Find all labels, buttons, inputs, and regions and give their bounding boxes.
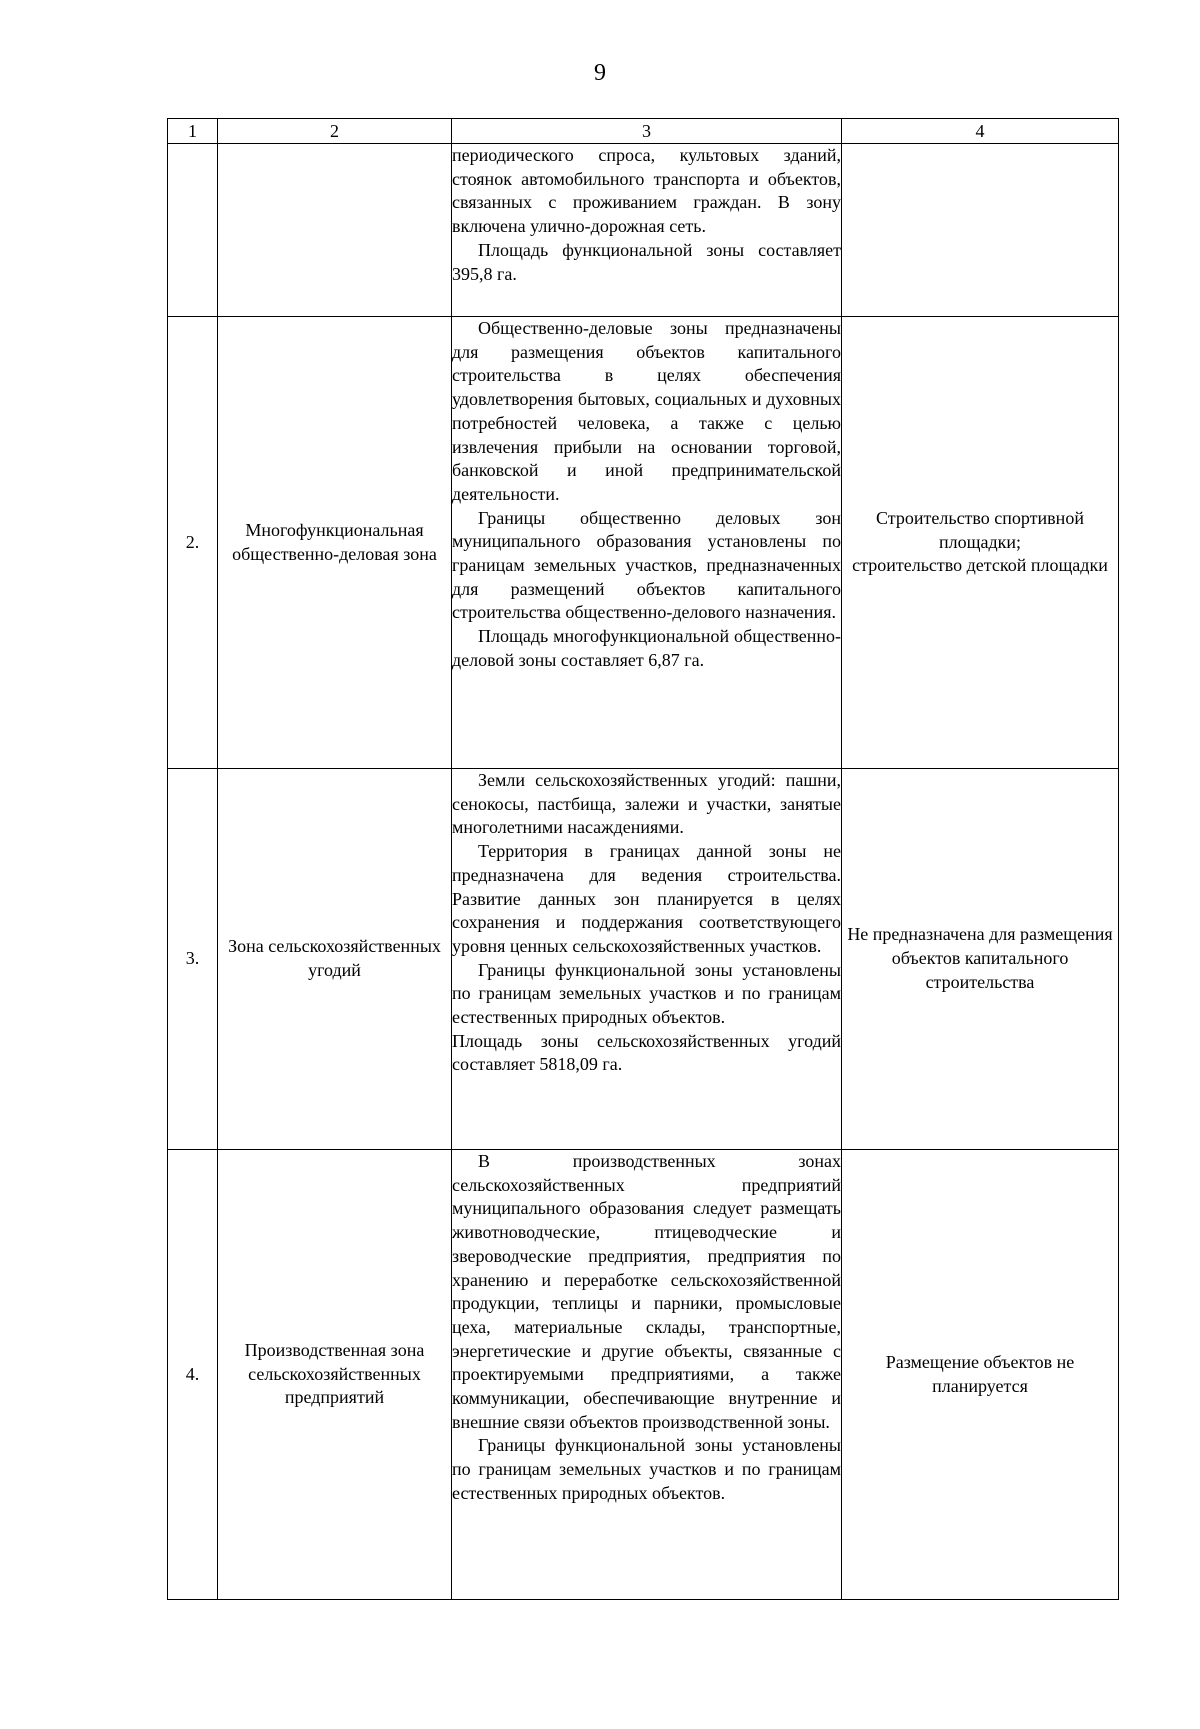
planned-activities: Не предназначена для размещения объектов капитального строительства <box>842 769 1119 1150</box>
table-row <box>168 1150 1119 1600</box>
column-header-zone-name: 2 <box>218 119 452 144</box>
zone-name: Производственная зона сельскохозяйственных предприятий <box>218 1150 452 1600</box>
column-header-description: 3 <box>452 119 842 144</box>
row-number: 3. <box>168 769 218 1150</box>
table-header-row <box>168 119 1119 144</box>
zones-table <box>167 118 1119 1600</box>
description-paragraph: Границы функциональной зоны установлены по границам земельных участков и по границам естественных природных объектов. <box>452 959 841 1028</box>
zone-name <box>218 144 452 317</box>
zone-description <box>452 769 842 1150</box>
table-row <box>168 769 1119 1150</box>
zone-description <box>452 317 842 769</box>
description-paragraph: В производственных зонах сельскохозяйственных предприятий муниципального образования следует размещать животноводческие, птицеводческие и звероводческие предприятия, предприятия по хранению и переработке сельскохозяйственной продукции, теплицы и парники, промысловые цеха, материальные склады, транспортные, энергетические и другие объекты, связанные с проектируемыми предприятиями, а также коммуникации, обеспечивающие внутренние и внешние связи объектов производственной зоны. <box>452 1151 841 1432</box>
description-paragraph: Площадь зоны сельскохозяйственных угодий составляет 5818,09 га. <box>452 1030 841 1075</box>
zone-name: Зона сельскохозяйственных угодий <box>218 769 452 1150</box>
column-header-plans: 4 <box>842 119 1119 144</box>
page-number: 9 <box>594 60 606 86</box>
description-paragraph: периодического спроса, культовых зданий, стоянок автомобильного транспорта и объектов, связанных с проживанием граждан. В зону включена улично-дорожная сеть. <box>452 145 841 237</box>
zone-description <box>452 144 842 317</box>
description-paragraph: Границы общественно деловых зон муниципального образования установлены по границам земельных участков, предназначенных для размещений объектов капитального строительства общественно-делового назначения. <box>452 507 841 623</box>
planned-activities: Размещение объектов не планируется <box>842 1150 1119 1600</box>
table-row <box>168 317 1119 769</box>
planned-activities <box>842 144 1119 317</box>
description-paragraph: Земли сельскохозяйственных угодий: пашни, сенокосы, пастбища, залежи и участки, занятые многолетними насаждениями. <box>452 770 841 838</box>
zone-name: Многофункциональная общественно-деловая зона <box>218 317 452 769</box>
column-header-number: 1 <box>168 119 218 144</box>
row-number <box>168 144 218 317</box>
planned-activities: Строительство спортивной площадки; строительство детской площадки <box>842 317 1119 769</box>
description-paragraph: Границы функциональной зоны установлены по границам земельных участков и по границам естественных природных объектов. <box>452 1435 841 1503</box>
description-paragraph: Общественно-деловые зоны предназначены для размещения объектов капитального строительства в целях обеспечения удовлетворения бытовых, социальных и духовных потребностей человека, а также с целью извлечения прибыли на основании торговой, банковской и иной предпринимательской деятельности. <box>452 318 841 504</box>
table-row <box>168 144 1119 317</box>
description-paragraph: Территория в границах данной зоны не предназначена для ведения строительства. Развитие данных зон планируется в целях сохранения и поддержания соответствующего уровня ценных сельскохозяйственных участков. <box>452 841 841 956</box>
row-number: 2. <box>168 317 218 769</box>
description-paragraph: Площадь многофункциональной общественно-деловой зоны составляет 6,87 га. <box>452 626 841 670</box>
description-paragraph: Площадь функциональной зоны составляет 395,8 га. <box>452 239 841 284</box>
row-number: 4. <box>168 1150 218 1600</box>
zone-description <box>452 1150 842 1600</box>
